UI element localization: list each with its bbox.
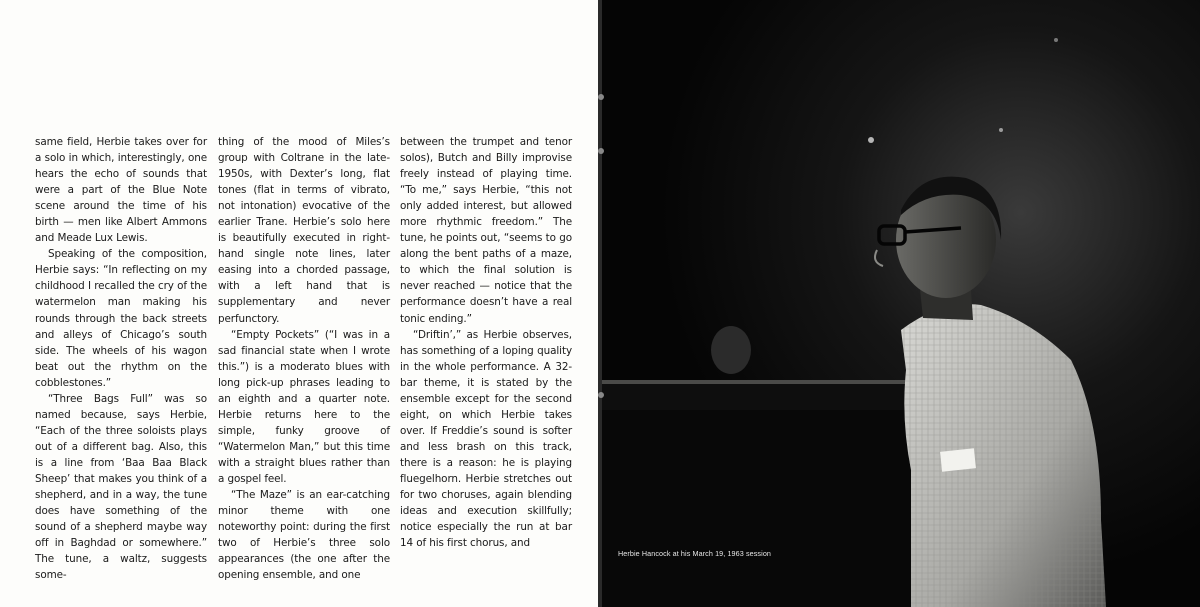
page-gutter — [598, 0, 602, 607]
paragraph: same field, Herbie takes over for a solo in which, interestingly, one hears the echo of sounds that were a part of the Blue Note scene around the time of his birth — men like Albert Ammons and Meade Lux Lewis. — [35, 136, 207, 245]
paragraph: “Three Bags Full” was so named because, says Herbie, “Each of the three soloists plays out of a different bag. Also, this is a line from ‘Baa Baa Black Sheep’ that makes you think of a shepherd, and in a way, the tune does have something of the sound of a shepherd maybe way off in Baghdad or somewhere.” The tune, a waltz, suggests some- — [35, 392, 207, 582]
photo-page — [601, 0, 1200, 607]
binding-staple — [598, 148, 604, 154]
paragraph: “Driftin’,” as Herbie observes, has something of a loping quality in the whole performance. A 32-bar theme, it is stated by the ensemble except for the second eight, on which Herbie takes over. If Freddie’s sound is softer and less brash on this track, there is a reason: he is playing fluegelhorn. Herbie stretches out for two choruses, again blending ideas and execution skillfully; notice especially the run at bar 14 of his first chorus, and — [400, 328, 572, 550]
binding-staple — [598, 392, 604, 398]
binding-staple — [598, 94, 604, 100]
paragraph: thing of the mood of Miles’s group with Coltrane in the late-1950s, with Dexter’s long, flat tones (flat in terms of vibrato, not intonation) evocative of the earlier Trane. Herbie’s solo here is beautifully executed in right-hand single note lines, later easing into a chorded passage, with a left hand that is supplementary and never perfunctory. — [218, 136, 390, 325]
text-column-3 — [400, 134, 572, 551]
photo-caption: Herbie Hancock at his March 19, 1963 session — [618, 549, 772, 558]
herbie-hancock-photo — [601, 0, 1200, 607]
paragraph: “The Maze” is an ear-catching minor theme with one noteworthy point: during the first two of Herbie’s three solo appearances (the one after the opening ensemble, and one — [218, 489, 390, 582]
text-column-1 — [35, 134, 207, 583]
text-column-2 — [218, 134, 390, 583]
paragraph: “Empty Pockets” (“I was in a sad financial state when I wrote this.”) is a moderato blues with long pick-up phrases leading to an eighth and a quarter note. Herbie returns here to the simple, funky groove of “Watermelon Man,” but this time with a straight blues rather than a gospel feel. — [218, 328, 390, 485]
paragraph: Speaking of the composition, Herbie says: “In reflecting on my childhood I recalled the cry of the watermelon man making his rounds through the back streets and alleys of Chicago’s south side. The wheels of his wagon beat out the rhythm on the cobblestones.” — [35, 248, 207, 389]
paragraph: between the trumpet and tenor solos), Butch and Billy improvise freely instead of playing time. “To me,” says Herbie, “this not only added interest, but allowed more rhythmic freedom.” The tune, he points out, “seems to go along the bent paths of a maze, to which the final solution is never reached — notice that the performance doesn’t have a real tonic ending.” — [400, 136, 572, 325]
